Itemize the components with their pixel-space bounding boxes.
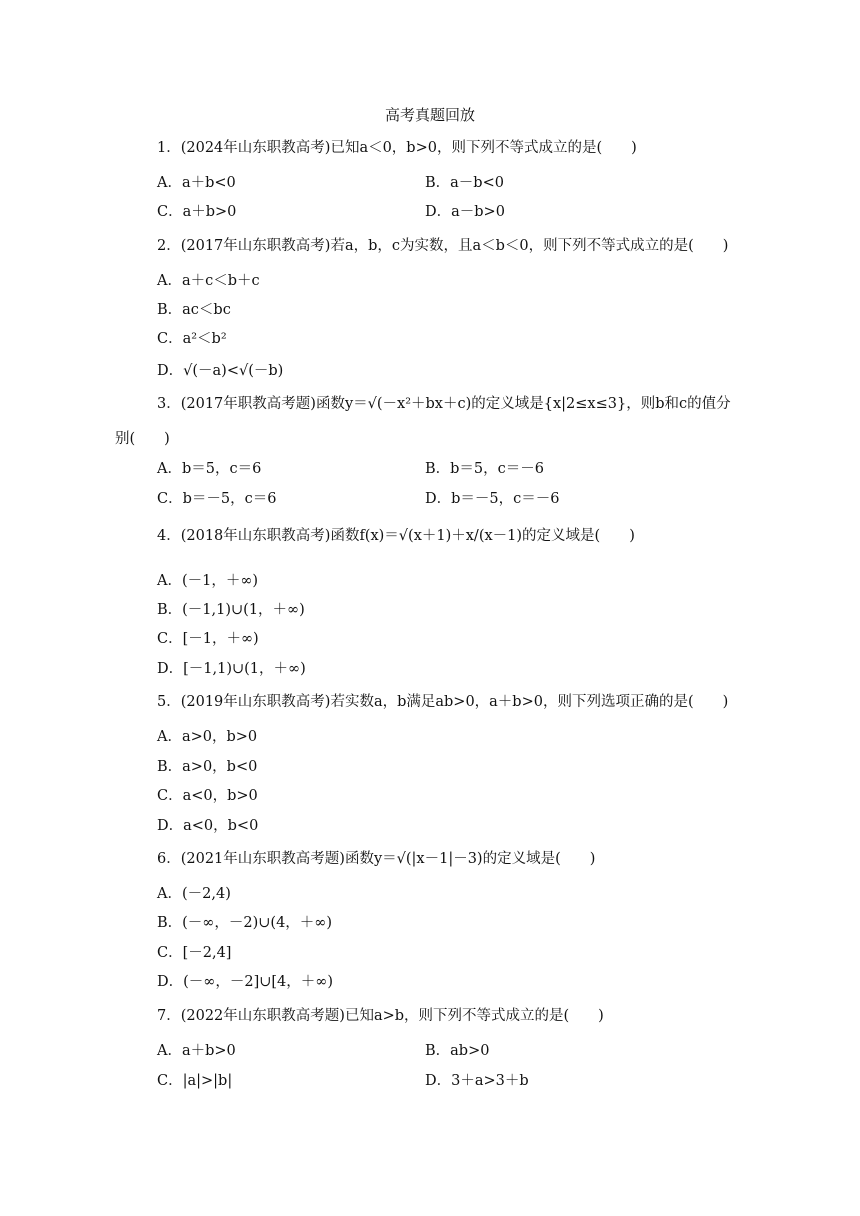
question-3-stem-continued: 别( ) (115, 431, 170, 447)
question-4-option-a: A．(－1，＋∞) (157, 573, 259, 589)
question-3-stem: 3．(2017年职教高考题)函数y＝√(－x²＋bx＋c)的定义域是{x|2≤x≤3}，则b和c的值分 (157, 396, 731, 412)
question-3-option-d: D．b＝－5，c＝－6 (425, 491, 560, 507)
question-5-option-a: A．a>0，b>0 (157, 729, 258, 745)
question-2-option-b: B．ac＜bc (157, 302, 231, 318)
question-2-option-d: D．√(－a)<√(－b) (157, 363, 284, 379)
question-7-option-b: B．ab>0 (425, 1043, 490, 1059)
question-6-stem: 6．(2021年山东职教高考题)函数y＝√(|x－1|－3)的定义域是( ) (157, 851, 596, 867)
question-4-stem: 4．(2018年山东职教高考)函数f(x)＝√(x＋1)＋x/(x－1)的定义域是( ) (157, 528, 635, 544)
question-7-option-c: C．|a|>|b| (157, 1073, 233, 1089)
question-7-stem: 7．(2022年山东职教高考题)已知a>b，则下列不等式成立的是( ) (157, 1008, 604, 1024)
question-1-option-b: B．a－b<0 (425, 175, 504, 191)
question-1-option-c: C．a＋b>0 (157, 204, 237, 220)
question-6-option-b: B．(－∞，－2)∪(4，＋∞) (157, 915, 333, 931)
question-4-option-d: D．[－1,1)∪(1，＋∞) (157, 661, 306, 677)
question-7-option-d: D．3＋a>3＋b (425, 1073, 529, 1089)
question-1-option-d: D．a－b>0 (425, 204, 505, 220)
question-3-option-b: B．b＝5，c＝－6 (425, 461, 545, 477)
question-5-stem: 5．(2019年山东职教高考)若实数a，b满足ab>0，a＋b>0，则下列选项正确的是( ) (157, 694, 729, 710)
question-4-option-b: B．(－1,1)∪(1，＋∞) (157, 602, 305, 618)
question-4-option-c: C．[－1，＋∞) (157, 631, 259, 647)
question-3-option-c: C．b＝－5，c＝6 (157, 491, 277, 507)
question-3-option-a: A．b＝5，c＝6 (157, 461, 262, 477)
question-1-option-a: A．a＋b<0 (157, 175, 236, 191)
question-6-option-c: C．[－2,4] (157, 945, 232, 961)
question-5-option-b: B．a>0，b<0 (157, 759, 258, 775)
question-6-option-a: A．(－2,4) (157, 886, 231, 902)
page-title: 高考真题回放 (384, 106, 475, 124)
question-5-option-c: C．a<0，b>0 (157, 788, 258, 804)
question-7-option-a: A．a＋b>0 (157, 1043, 236, 1059)
question-2-stem: 2．(2017年山东职教高考)若a，b，c为实数，且a＜b＜0，则下列不等式成立的是( ) (157, 238, 729, 254)
question-1-stem: 1．(2024年山东职教高考)已知a＜0，b>0，则下列不等式成立的是( ) (157, 140, 637, 156)
question-6-option-d: D．(－∞，－2]∪[4，＋∞) (157, 974, 334, 990)
question-2-option-c: C．a²＜b² (157, 331, 227, 347)
question-5-option-d: D．a<0，b<0 (157, 818, 259, 834)
question-2-option-a: A．a＋c＜b＋c (157, 273, 260, 289)
